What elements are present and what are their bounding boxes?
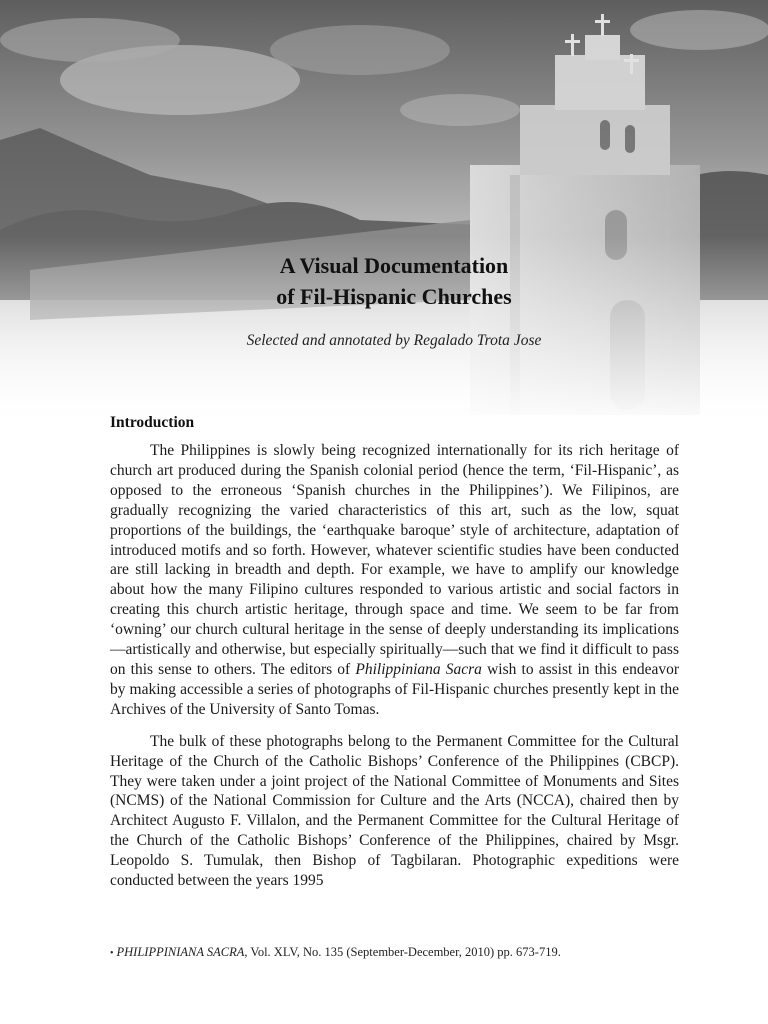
paragraph-2: The bulk of these photographs belong to the Permanent Committee for the Cultural Heritage of the Church of the Catholic Bishops’ Conference of the Philippines (CBCP). They were taken under a joint project of the National Committee of Monuments and Sites (NCMS) of the National Commission for Culture and the Arts (NCCA), chaired then by Architect Augusto F. Villalon, and the Permanent Committee for the Cultural Heritage of the Church of the Catholic Bishops’ Conference of the Philippines, chaired by Msgr. Leopoldo S. Tumulak, then Bishop of Tagbilaran. Photographic expeditions were conducted between the years 1995	[110, 732, 679, 890]
footnote-journal: PHILIPPINIANA SACRA	[116, 945, 245, 959]
paragraph-1-text-b: wish to assist in this endeavor by making accessible a series of photographs of Fil-Hispanic churches presently kept in the Archives of the University of Santo Tomas.	[110, 660, 679, 718]
bullet-icon: •	[110, 947, 114, 959]
church-photo-icon	[0, 0, 768, 430]
paragraph-1-text-a: The Philippines is slowly being recognized internationally for its rich heritage of church art produced during the Spanish colonial period (hence the term, ‘Fil-Hispanic’, as opposed to the erroneous ‘Spanish churches in the Philippines’). We Filipinos, are gradually recognizing the varied characteristics of this art, such as the low, squat proportions of the buildings, the ‘earthquake baroque’ style of architecture, adaptation of introduced motifs and so forth. However, whatever scientific studies have been conducted are still lacking in breadth and depth. For example, we have to amplify our knowledge about how the many Filipino cultures responded to various artistic and social factors in creating this church artistic heritage, through space and time. We seem to be far from ‘owning’ our church cultural heritage in the sense of deeply understanding its implications—artistically and otherwise, but especially spiritually—such that we find it difficult to pass on this sense to others. The editors of	[110, 442, 679, 678]
section-heading: Introduction	[110, 414, 195, 431]
church-photo	[0, 0, 768, 430]
paragraph-1	[110, 441, 679, 720]
footnote	[110, 945, 561, 960]
article-body	[110, 414, 679, 903]
page-title-line-1: A Visual Documentation	[279, 253, 509, 278]
title-block	[0, 250, 768, 350]
byline: Selected and annotated by Regalado Trota Jose	[246, 332, 542, 349]
journal-name-inline: Philippiniana Sacra	[355, 660, 482, 678]
footnote-details: , Vol. XLV, No. 135 (September-December, 2010) pp. 673-719.	[244, 945, 561, 959]
page-title-line-2: of Fil-Hispanic Churches	[276, 284, 512, 309]
